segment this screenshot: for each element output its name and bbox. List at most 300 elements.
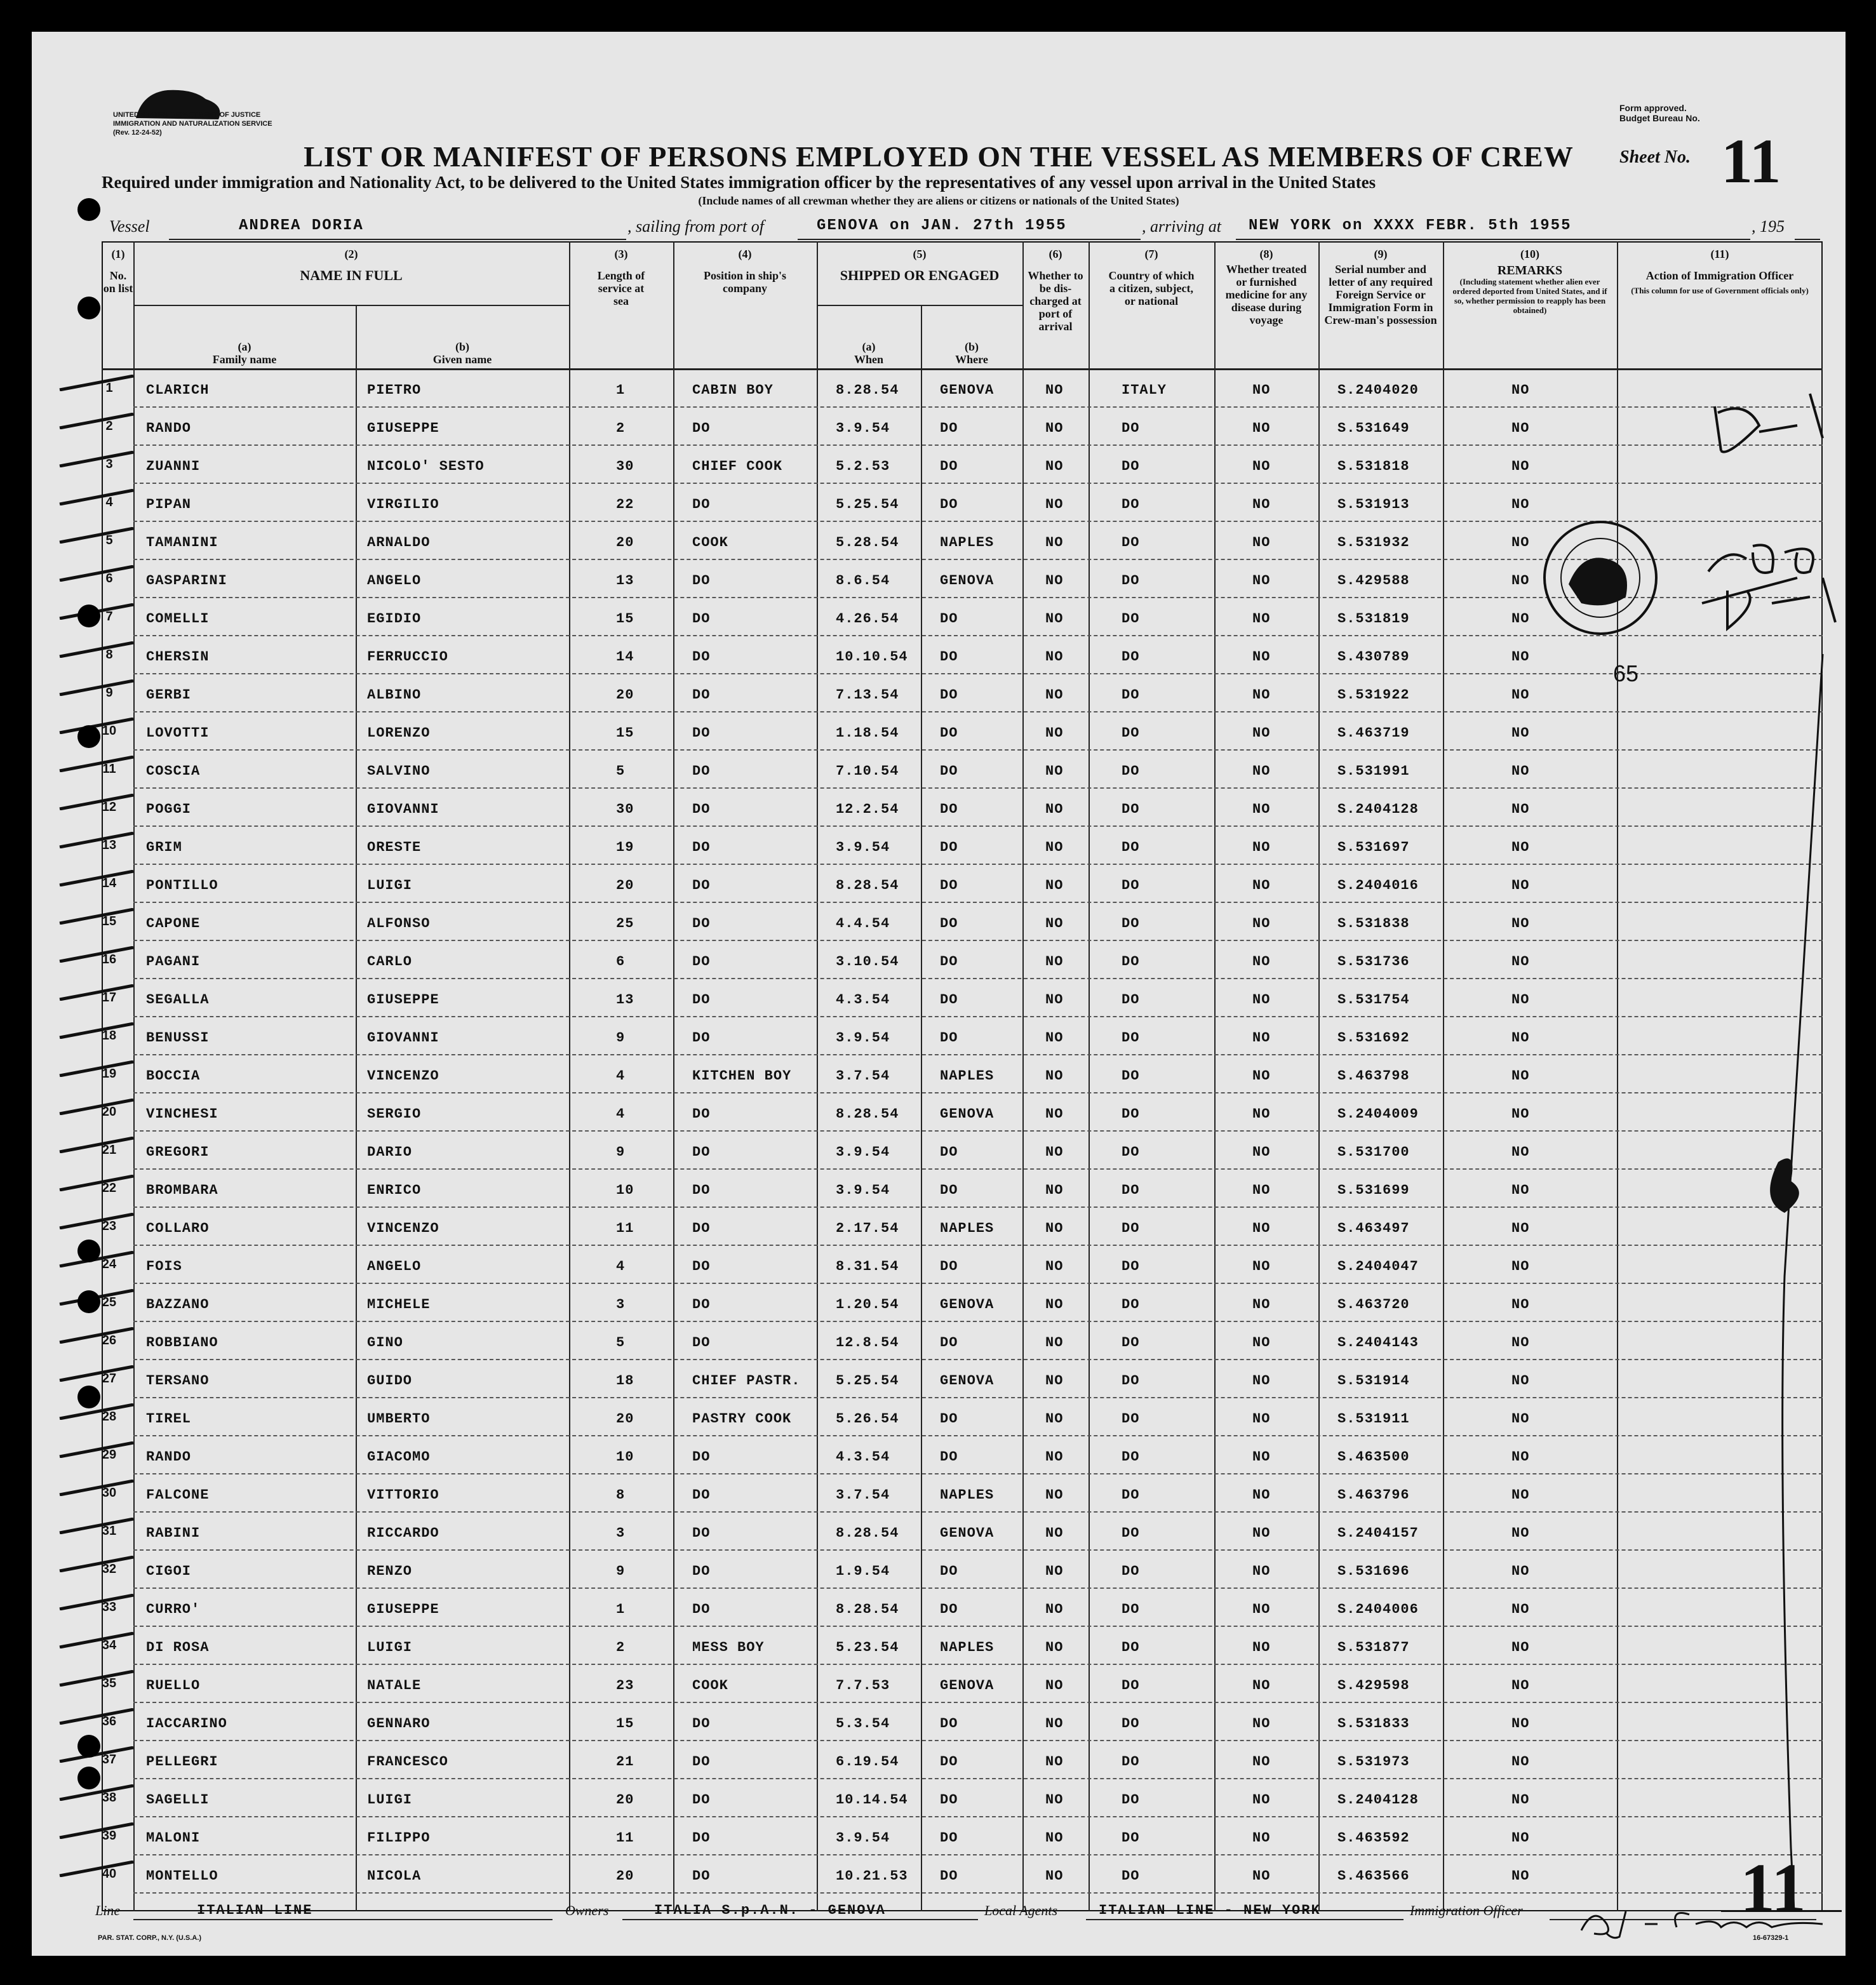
col5b-letter: (b) [965,340,979,353]
country: DO [1122,497,1140,512]
serial-number: S.463566 [1337,1868,1410,1884]
family-name: GERBI [146,687,192,703]
col5a-letter: (a) [862,340,876,353]
col2b-letter: (b) [455,340,469,353]
sheet-number: 11 [1721,126,1781,196]
country: DO [1122,1106,1140,1122]
remarks: NO [1511,1068,1530,1084]
shipped-when: 5.26.54 [836,1411,899,1427]
vessel-line [74,215,1826,243]
family-name: COMELLI [146,611,210,627]
remarks: NO [1511,382,1530,398]
country: DO [1122,1068,1140,1084]
col3-number: (3) [614,248,628,260]
table-row [102,1283,1823,1322]
col11-header [1617,248,1823,295]
shipped-when: 3.7.54 [836,1487,890,1503]
discharged: NO [1045,1297,1064,1313]
shipped-where: DO [940,1449,958,1465]
medicine: NO [1252,1868,1271,1884]
medicine: NO [1252,1335,1271,1351]
row-number: 32 [102,1562,117,1576]
shipped-when: 3.9.54 [836,1182,890,1198]
medicine: NO [1252,1106,1271,1122]
row-number: 8 [105,648,113,662]
medicine: NO [1252,1754,1271,1770]
country: DO [1122,1182,1140,1198]
position: DO [692,954,711,970]
shipped-where: DO [940,687,958,703]
serial-number: S.463720 [1337,1297,1410,1313]
family-name: TIREL [146,1411,192,1427]
family-name: BOCCIA [146,1068,201,1084]
service-length: 10 [616,1182,634,1198]
serial-number: S.2404128 [1337,801,1419,817]
shipped-where: GENOVA [940,1297,995,1313]
table-row [102,902,1823,941]
budget-bureau-text: Budget Bureau No. [1619,113,1700,123]
shipped-when: 1.20.54 [836,1297,899,1313]
country: DO [1122,1487,1140,1503]
table-row [102,1321,1823,1360]
col10-header [1443,248,1617,315]
country: DO [1122,1563,1140,1579]
remarks: NO [1511,1335,1530,1351]
medicine: NO [1252,1411,1271,1427]
position: DO [692,1449,711,1465]
discharged: NO [1045,573,1064,589]
col4-header [673,248,817,295]
given-name: RENZO [367,1563,413,1579]
service-length: 11 [616,1830,634,1846]
owners-value: ITALIA S.p.A.N. - GENOVA [654,1902,886,1918]
serial-number: S.531913 [1337,497,1410,512]
col5-title: SHIPPED OR ENGAGED [840,267,1000,283]
shipped-where: DO [940,1830,958,1846]
agents-value: ITALIAN LINE - NEW YORK [1099,1902,1321,1918]
col9-header [1318,248,1443,326]
family-name: RABINI [146,1525,201,1541]
col11-title: Action of Immigration Officer [1645,269,1794,282]
family-name: PELLEGRI [146,1754,218,1770]
given-name: GIUSEPPE [367,992,439,1008]
table-row [102,787,1823,827]
remarks: NO [1511,725,1530,741]
given-name: SERGIO [367,1106,422,1122]
given-name: VIRGILIO [367,497,439,512]
table-row [102,749,1823,789]
remarks: NO [1511,649,1530,665]
serial-number: S.429588 [1337,573,1410,589]
remarks: NO [1511,1373,1530,1389]
given-name: ALBINO [367,687,422,703]
given-name: GIUSEPPE [367,420,439,436]
row-number: 16 [102,952,117,966]
position: DO [692,916,711,932]
shipped-when: 3.9.54 [836,420,890,436]
officer-label: Immigration Officer [1410,1902,1523,1918]
position: DO [692,687,711,703]
medicine: NO [1252,535,1271,551]
given-name: ARNALDO [367,535,431,551]
shipped-when: 3.9.54 [836,839,890,855]
position: DO [692,573,711,589]
given-name: LUIGI [367,1792,413,1808]
discharged: NO [1045,1792,1064,1808]
shipped-when: 7.10.54 [836,763,899,779]
serial-number: S.429598 [1337,1678,1410,1694]
service-length: 20 [616,1868,634,1884]
remarks: NO [1511,801,1530,817]
row-number: 12 [102,800,117,814]
col9-number: (9) [1374,248,1388,260]
position: DO [692,1792,711,1808]
row-number: 6 [105,571,113,585]
medicine: NO [1252,1601,1271,1617]
shipped-where: DO [940,1030,958,1046]
discharged: NO [1045,687,1064,703]
col5a-header [817,340,921,366]
service-length: 20 [616,878,634,893]
shipped-when: 3.9.54 [836,1144,890,1160]
given-name: GIUSEPPE [367,1601,439,1617]
serial-number: S.2404157 [1337,1525,1419,1541]
given-name: SALVINO [367,763,431,779]
discharged: NO [1045,1411,1064,1427]
country: DO [1122,1373,1140,1389]
discharged: NO [1045,1030,1064,1046]
medicine: NO [1252,1830,1271,1846]
discharged: NO [1045,497,1064,512]
col2-header [133,248,569,282]
row-number: 26 [102,1333,117,1347]
given-name: ANGELO [367,573,422,589]
family-name: BROMBARA [146,1182,218,1198]
shipped-when: 8.28.54 [836,1106,899,1122]
position: DO [692,1106,711,1122]
country: DO [1122,1601,1140,1617]
shipped-where: GENOVA [940,573,995,589]
shipped-when: 12.2.54 [836,801,899,817]
country: DO [1122,1792,1140,1808]
col3-title: Length of service at sea [597,269,645,307]
family-name: ZUANNI [146,458,201,474]
shipped-where: GENOVA [940,1106,995,1122]
remarks: NO [1511,1640,1530,1655]
discharged: NO [1045,1830,1064,1846]
owners-label: Owners [565,1902,609,1918]
row-number: 39 [102,1829,117,1843]
shipped-where: DO [940,1716,958,1732]
row-number: 40 [102,1867,117,1881]
family-name: BENUSSI [146,1030,210,1046]
position: DO [692,1716,711,1732]
medicine: NO [1252,611,1271,627]
discharged: NO [1045,535,1064,551]
shipped-when: 4.4.54 [836,916,890,932]
row-number: 2 [105,419,113,433]
family-name: COLLARO [146,1220,210,1236]
agents-label: Local Agents [984,1902,1058,1918]
position: DO [692,1563,711,1579]
serial-number: S.531700 [1337,1144,1410,1160]
shipped-where: DO [940,1259,958,1274]
discharged: NO [1045,954,1064,970]
position: DO [692,878,711,893]
remarks: NO [1511,497,1530,512]
country: DO [1122,649,1140,665]
medicine: NO [1252,497,1271,512]
family-name: SEGALLA [146,992,210,1008]
country: DO [1122,1297,1140,1313]
discharged: NO [1045,801,1064,817]
shipped-where: NAPLES [940,1640,995,1655]
table-row [102,1168,1823,1208]
medicine: NO [1252,1449,1271,1465]
shipped-when: 3.9.54 [836,1830,890,1846]
shipped-where: DO [940,420,958,436]
handwritten-d1 [1685,603,1686,604]
shipped-where: NAPLES [940,1487,995,1503]
col11-note: (This column for use of Government officials only) [1631,286,1809,295]
remarks: NO [1511,420,1530,436]
remarks: NO [1511,1563,1530,1579]
medicine: NO [1252,1297,1271,1313]
serial-number: S.2404016 [1337,878,1419,893]
serial-number: S.531736 [1337,954,1410,970]
remarks: NO [1511,535,1530,551]
footer [95,1902,1823,1934]
table-row [102,1130,1823,1170]
row-number: 34 [102,1638,117,1652]
col5-number: (5) [913,248,927,260]
remarks: NO [1511,573,1530,589]
handwritten-marks [1632,387,1846,1924]
col2-number: (2) [344,248,358,260]
given-name: VINCENZO [367,1068,439,1084]
shipped-where: DO [940,725,958,741]
family-name: FALCONE [146,1487,210,1503]
discharged: NO [1045,1716,1064,1732]
serial-number: S.430789 [1337,649,1410,665]
given-name: LORENZO [367,725,431,741]
shipped-where: DO [940,1792,958,1808]
shipped-where: GENOVA [940,382,995,398]
shipped-where: DO [940,458,958,474]
country: DO [1122,458,1140,474]
service-length: 5 [616,763,626,779]
remarks: NO [1511,1259,1530,1274]
country: DO [1122,611,1140,627]
medicine: NO [1252,458,1271,474]
service-length: 2 [616,420,626,436]
shipped-when: 2.17.54 [836,1220,899,1236]
row-number: 22 [102,1181,117,1195]
table-row [102,864,1823,903]
manifest-page [32,32,1846,1956]
shipped-when: 7.13.54 [836,687,899,703]
shipped-where: DO [940,992,958,1008]
shipped-when: 3.10.54 [836,954,899,970]
table-row [102,1740,1823,1779]
country: DO [1122,535,1140,551]
remarks: NO [1511,992,1530,1008]
position: DO [692,1259,711,1274]
discharged: NO [1045,382,1064,398]
service-length: 2 [616,1640,626,1655]
family-name: RANDO [146,1449,192,1465]
discharged: NO [1045,1640,1064,1655]
col11-number: (11) [1710,248,1729,260]
remarks: NO [1511,916,1530,932]
table-row [102,1435,1823,1474]
col10-number: (10) [1520,248,1539,260]
position: DO [692,839,711,855]
binding-hole-marks [70,197,108,1911]
form-subtitle: Required under immigration and Nationality Act, to be delivered to the United States immigration officer by the representatives of any vessel upon arrival in the United States [102,173,1376,192]
row-number: 23 [102,1219,117,1233]
discharged: NO [1045,1868,1064,1884]
given-name: RICCARDO [367,1525,439,1541]
position: MESS BOY [692,1640,765,1655]
discharged: NO [1045,1144,1064,1160]
serial-number: S.531973 [1337,1754,1410,1770]
serial-number: S.531922 [1337,687,1410,703]
country: DO [1122,1678,1140,1694]
serial-number: S.531697 [1337,839,1410,855]
big-sheet-number: 11 [1740,1849,1806,1927]
position: COOK [692,535,728,551]
sailing-label: , sailing from port of [627,217,765,236]
family-name: TERSANO [146,1373,210,1389]
row-number: 37 [102,1753,117,1767]
country: DO [1122,954,1140,970]
medicine: NO [1252,839,1271,855]
table-row [102,1511,1823,1551]
col5b-title: Where [955,353,988,366]
agency-line-3: (Rev. 12-24-52) [113,129,162,137]
handwritten-nob [1685,565,1686,566]
service-length: 9 [616,1144,626,1160]
country: DO [1122,1868,1140,1884]
col2a-header [133,340,356,366]
col8-title: Whether treated or furnished medicine for any disease during voyage [1225,263,1308,326]
vessel-label: Vessel [109,217,150,236]
remarks: NO [1511,1030,1530,1046]
row-number: 13 [102,838,117,852]
discharged: NO [1045,458,1064,474]
remarks: NO [1511,1716,1530,1732]
serial-number: S.463497 [1337,1220,1410,1236]
discharged: NO [1045,649,1064,665]
col5b-header [921,340,1022,366]
shipped-when: 4.3.54 [836,992,890,1008]
discharged: NO [1045,1449,1064,1465]
row-number: 17 [102,991,117,1005]
given-name: ALFONSO [367,916,431,932]
medicine: NO [1252,763,1271,779]
family-name: ROBBIANO [146,1335,218,1351]
table-row [105,406,1823,446]
country: DO [1122,801,1140,817]
service-length: 14 [616,649,634,665]
discharged: NO [1045,1754,1064,1770]
serial-number: S.531991 [1337,763,1410,779]
family-name: PIPAN [146,497,192,512]
discharged: NO [1045,1601,1064,1617]
service-length: 6 [616,954,626,970]
discharged: NO [1045,420,1064,436]
shipped-when: 5.3.54 [836,1716,890,1732]
shipped-when: 7.7.53 [836,1678,890,1694]
remarks: NO [1511,1868,1530,1884]
service-length: 1 [616,1601,626,1617]
table-row [102,1016,1823,1055]
shipped-where: DO [940,649,958,665]
col7-header [1089,248,1214,307]
position: DO [692,1754,711,1770]
discharged: NO [1045,1182,1064,1198]
remarks: NO [1511,1144,1530,1160]
shipped-when: 6.19.54 [836,1754,899,1770]
serial-number: S.531649 [1337,420,1410,436]
discharged: NO [1045,763,1064,779]
remarks: NO [1511,1220,1530,1236]
service-length: 4 [616,1259,626,1274]
country: DO [1122,573,1140,589]
family-name: SAGELLI [146,1792,210,1808]
row-number: 25 [102,1295,117,1309]
position: DO [692,763,711,779]
form-approved-block [1619,103,1700,123]
discharged: NO [1045,916,1064,932]
country: DO [1122,1220,1140,1236]
given-name: NATALE [367,1678,422,1694]
table-row [102,825,1823,865]
discharged: NO [1045,1525,1064,1541]
remarks: NO [1511,1449,1530,1465]
medicine: NO [1252,1144,1271,1160]
family-name: MONTELLO [146,1868,218,1884]
position: DO [692,1335,711,1351]
shipped-when: 10.10.54 [836,649,908,665]
serial-number: S.531932 [1337,535,1410,551]
serial-number: S.531696 [1337,1563,1410,1579]
agency-block [113,110,272,137]
country: DO [1122,1144,1140,1160]
col7-number: (7) [1144,248,1158,260]
shipped-when: 8.28.54 [836,1525,899,1541]
col2a-title: Family name [212,353,277,366]
service-length: 30 [616,801,634,817]
family-name: GREGORI [146,1144,210,1160]
col5a-title: When [854,353,883,366]
service-length: 13 [616,992,634,1008]
service-length: 15 [616,1716,634,1732]
row-number: 36 [102,1714,117,1728]
shipped-where: DO [940,1182,958,1198]
shipped-when: 10.21.53 [836,1868,908,1884]
service-length: 9 [616,1563,626,1579]
serial-number: S.2404006 [1337,1601,1419,1617]
line-label: Line [95,1902,121,1918]
service-length: 1 [616,382,626,398]
medicine: NO [1252,725,1271,741]
table-row [105,673,1823,712]
col6-header [1022,248,1089,333]
given-name: GIOVANNI [367,1030,439,1046]
medicine: NO [1252,1030,1271,1046]
